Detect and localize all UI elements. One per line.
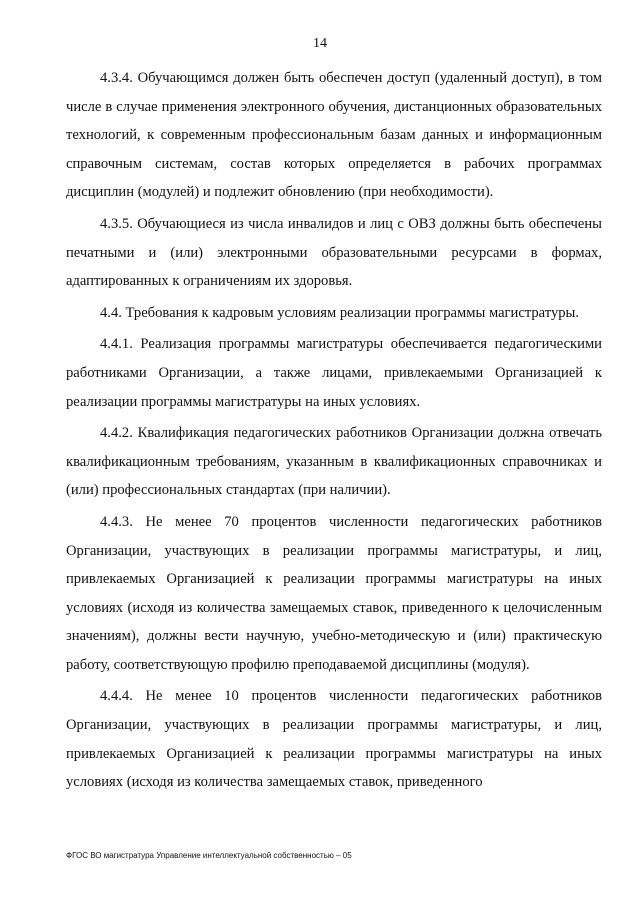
paragraph-4-4-1: 4.4.1. Реализация программы магистратуры обеспечивается педагогическими работниками Организации, а также лицами, привлекаемыми Организацией к реализации программы магистратуры на иных условиях. (66, 336, 602, 410)
paragraph-4-4-4: 4.4.4. Не менее 10 процентов численности педагогических работников Организации, участвующих в реализации программы магистратуры, и лиц, привлекаемых Организацией к реализации программы магистратуры на иных условиях (исходя из количества замещаемых ставок, приведенного (66, 688, 602, 791)
paragraph-4-3-4: 4.3.4. Обучающимся должен быть обеспечен доступ (удаленный доступ), в том числе в случае применения электронного обучения, дистанционных образовательных технологий, к современным профессиональным базам данных и информационным справочным системам, состав которых определяется в рабочих программах дисциплин (модулей) и подлежит обновлению (при необходимости). (66, 70, 602, 201)
document-body (66, 64, 602, 800)
page-number: 14 (313, 36, 327, 51)
page-footer: ФГОС ВО магистратура Управление интеллектуальной собственностью – 05 (66, 851, 352, 860)
paragraph-4-4-2: 4.4.2. Квалификация педагогических работников Организации должна отвечать квалификационным требованиям, указанным в квалификационных справочниках и (или) профессиональных стандартах (при наличии). (66, 425, 602, 499)
paragraph-4-3-5: 4.3.5. Обучающиеся из числа инвалидов и лиц с ОВЗ должны быть обеспечены печатными и (или) электронными образовательными ресурсами в формах, адаптированных к ограничениям их здоровья. (66, 215, 602, 290)
paragraph-4-4-3: 4.4.3. Не менее 70 процентов численности педагогических работников Организации, участвующих в реализации программы магистратуры, и лиц, привлекаемых Организацией к реализации программы магистратуры на иных условиях (исходя из количества замещаемых ставок, приведенного к целочисленным значениям), должны вести научную, учебно-методическую и (или) практическую работу, соответствующую профилю преподаваемой дисциплины (модуля). (66, 513, 602, 673)
paragraph-4-4: 4.4. Требования к кадровым условиям реализации программы магистратуры. (100, 304, 580, 321)
